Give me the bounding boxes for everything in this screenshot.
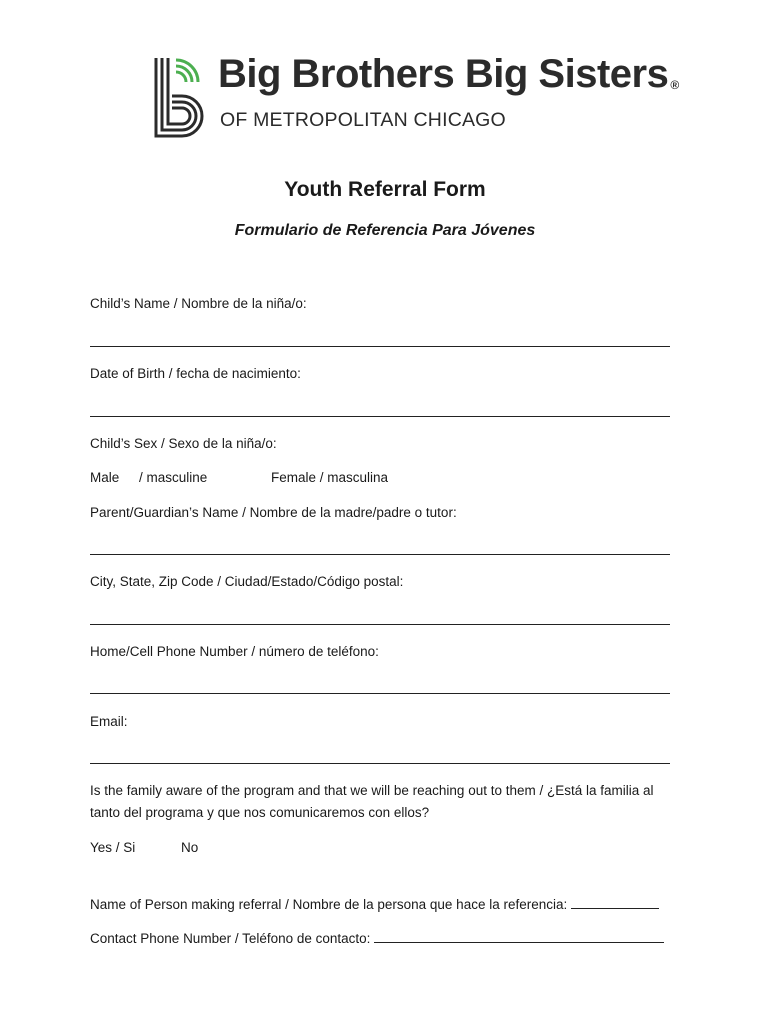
- sex-option-male-es: / masculine: [139, 470, 208, 485]
- contact-phone-field[interactable]: [374, 930, 664, 943]
- contact-phone-label: Contact Phone Number / Teléfono de contacto:: [90, 931, 371, 946]
- aware-option-no[interactable]: No: [181, 840, 199, 855]
- email-label: Email:: [90, 714, 128, 729]
- sex-option-female[interactable]: Female / masculina: [271, 470, 389, 485]
- aware-question-line1: Is the family aware of the program and that we will be reaching out to them / ¿Está la familia al: [90, 783, 654, 798]
- aware-option-yes[interactable]: Yes / Si: [90, 840, 136, 855]
- childs-name-label: Child’s Name / Nombre de la niña/o:: [90, 296, 307, 311]
- city-label: City, State, Zip Code / Ciudad/Estado/Código postal:: [90, 574, 404, 589]
- contact-phone-row: [90, 930, 664, 946]
- org-logo: [152, 52, 679, 140]
- guardian-label: Parent/Guardian’s Name / Nombre de la madre/padre o tutor:: [90, 505, 457, 520]
- dob-label: Date of Birth / fecha de nacimiento:: [90, 366, 301, 381]
- referrer-name-field[interactable]: [571, 896, 659, 909]
- sex-label: Child’s Sex / Sexo de la niña/o:: [90, 436, 277, 451]
- referrer-label: Name of Person making referral / Nombre de la persona que hace la referencia:: [90, 897, 568, 912]
- org-name: [218, 52, 679, 97]
- email-field[interactable]: [90, 763, 670, 764]
- form-title: Youth Referral Form: [284, 178, 486, 201]
- dob-field[interactable]: [90, 416, 670, 417]
- referrer-row: [90, 896, 659, 912]
- sex-option-male[interactable]: Male: [90, 470, 120, 485]
- registered-mark: ®: [670, 78, 679, 92]
- org-subtitle: OF METROPOLITAN CHICAGO: [220, 109, 506, 131]
- org-name-text: Big Brothers Big Sisters: [218, 52, 669, 96]
- bbbs-logo-mark-icon: [152, 56, 212, 140]
- phone-label: Home/Cell Phone Number / número de teléfono:: [90, 644, 379, 659]
- childs-name-field[interactable]: [90, 346, 670, 347]
- city-state-zip-field[interactable]: [90, 624, 670, 625]
- phone-field[interactable]: [90, 693, 670, 694]
- form-subtitle: Formulario de Referencia Para Jóvenes: [234, 222, 536, 239]
- aware-question-line2: tanto del programa y que nos comunicaremos con ellos?: [90, 805, 430, 820]
- guardian-name-field[interactable]: [90, 554, 670, 555]
